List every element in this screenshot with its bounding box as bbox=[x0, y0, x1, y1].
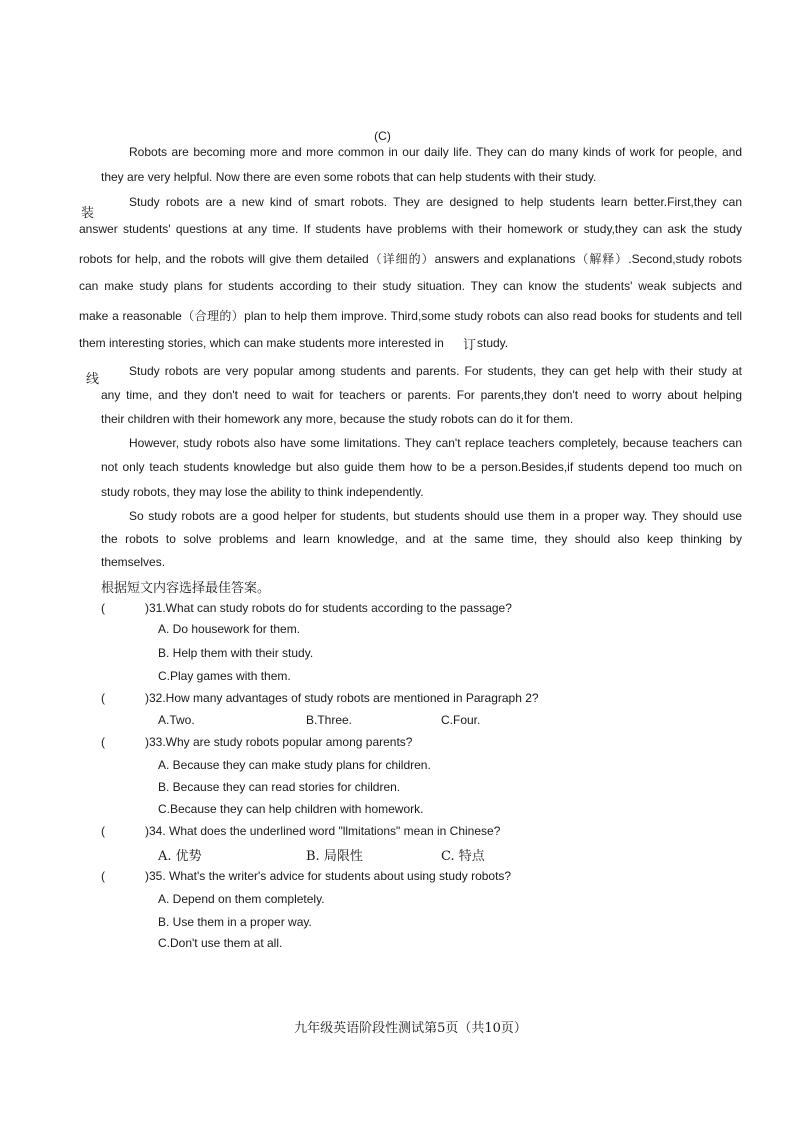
option-c[interactable]: C.Because they can help children with homework. bbox=[158, 802, 424, 816]
binding-mark-xian: 线 bbox=[86, 372, 100, 387]
option-b[interactable]: B. 局限性 bbox=[306, 849, 363, 864]
answer-blank[interactable]: ( bbox=[101, 869, 105, 883]
answer-blank[interactable]: ( bbox=[101, 824, 105, 838]
binding-mark-ding: 订 bbox=[463, 338, 477, 353]
passage-line: them interesting stories, which can make students more interested in bbox=[79, 336, 444, 350]
passage-line: Study robots are very popular among students and parents. For students, they can get help with their study at bbox=[129, 364, 742, 378]
section-title: (C) bbox=[374, 129, 391, 143]
question-stem: )33.Why are study robots popular among parents? bbox=[145, 735, 413, 749]
passage-line: any time, and they don't need to wait for teachers or parents. For parents,they don't need to worry about helping bbox=[101, 388, 742, 402]
answer-blank[interactable]: ( bbox=[101, 735, 105, 749]
option-a[interactable]: A.Two. bbox=[158, 713, 195, 727]
option-a[interactable]: A. Because they can make study plans for children. bbox=[158, 758, 431, 772]
passage-line: themselves. bbox=[101, 555, 166, 569]
question-stem: )31.What can study robots do for students according to the passage? bbox=[145, 601, 512, 615]
passage-line: answer students' questions at any time. If students have problems with their homework or study,they can ask the study bbox=[79, 222, 742, 236]
option-a[interactable]: A. Depend on them completely. bbox=[158, 892, 325, 906]
option-c[interactable]: C. 特点 bbox=[441, 849, 485, 864]
passage-line: Study robots are a new kind of smart robots. They are designed to help students learn better.First,they can bbox=[129, 195, 742, 209]
option-a[interactable]: A. 优势 bbox=[158, 849, 202, 864]
passage-line: not only teach students knowledge but also guide them how to be a person.Besides,if students depend too much on bbox=[101, 460, 742, 474]
question-stem: )32.How many advantages of study robots are mentioned in Paragraph 2? bbox=[145, 691, 539, 705]
option-b[interactable]: B. Help them with their study. bbox=[158, 646, 314, 660]
binding-mark-zhuang: 装 bbox=[81, 206, 95, 221]
option-a[interactable]: A. Do housework for them. bbox=[158, 622, 301, 636]
option-b[interactable]: B. Because they can read stories for children. bbox=[158, 780, 401, 794]
option-c[interactable]: C.Play games with them. bbox=[158, 669, 291, 683]
passage-line: study robots, they may lose the ability to think independently. bbox=[101, 485, 424, 499]
option-c[interactable]: C.Four. bbox=[441, 713, 481, 727]
passage-line: So study robots are a good helper for students, but students should use them in a proper way. They should use bbox=[129, 509, 742, 523]
question-stem: )35. What's the writer's advice for students about using study robots? bbox=[145, 869, 512, 883]
answer-blank[interactable]: ( bbox=[101, 601, 105, 615]
passage-line: study. bbox=[477, 336, 509, 350]
passage-line: Robots are becoming more and more common in our daily life. They can do many kinds of work for people, and bbox=[129, 145, 742, 159]
answer-blank[interactable]: ( bbox=[101, 691, 105, 705]
option-b[interactable]: B.Three. bbox=[306, 713, 353, 727]
page-footer: 九年级英语阶段性测试第5页（共10页） bbox=[294, 1021, 527, 1036]
passage-line: However, study robots also have some limitations. They can't replace teachers completely, because teachers can bbox=[129, 436, 742, 450]
passage-line: robots for help, and the robots will give them detailed（详细的）answers and explanations（解释）.Second,study robots bbox=[79, 252, 742, 266]
instructions: 根据短文内容选择最佳答案。 bbox=[101, 581, 271, 596]
passage-line: they are very helpful. Now there are even some robots that can help students with their study. bbox=[101, 170, 597, 184]
question-stem: )34. What does the underlined word "llmitations" mean in Chinese? bbox=[145, 824, 501, 838]
option-b[interactable]: B. Use them in a proper way. bbox=[158, 915, 312, 929]
passage-line: their children with their homework any more, because the study robots can do it for them. bbox=[101, 412, 574, 426]
passage-line: can make study plans for students according to their study situation. They can know the students' weak subjects and bbox=[79, 279, 742, 293]
passage-line: the robots to solve problems and learn knowledge, and at the same time, they should also keep thinking by bbox=[101, 532, 742, 546]
option-c[interactable]: C.Don't use them at all. bbox=[158, 936, 283, 950]
passage-line: make a reasonable（合理的）plan to help them improve. Third,some study robots can also read books for students and tell bbox=[79, 309, 742, 323]
